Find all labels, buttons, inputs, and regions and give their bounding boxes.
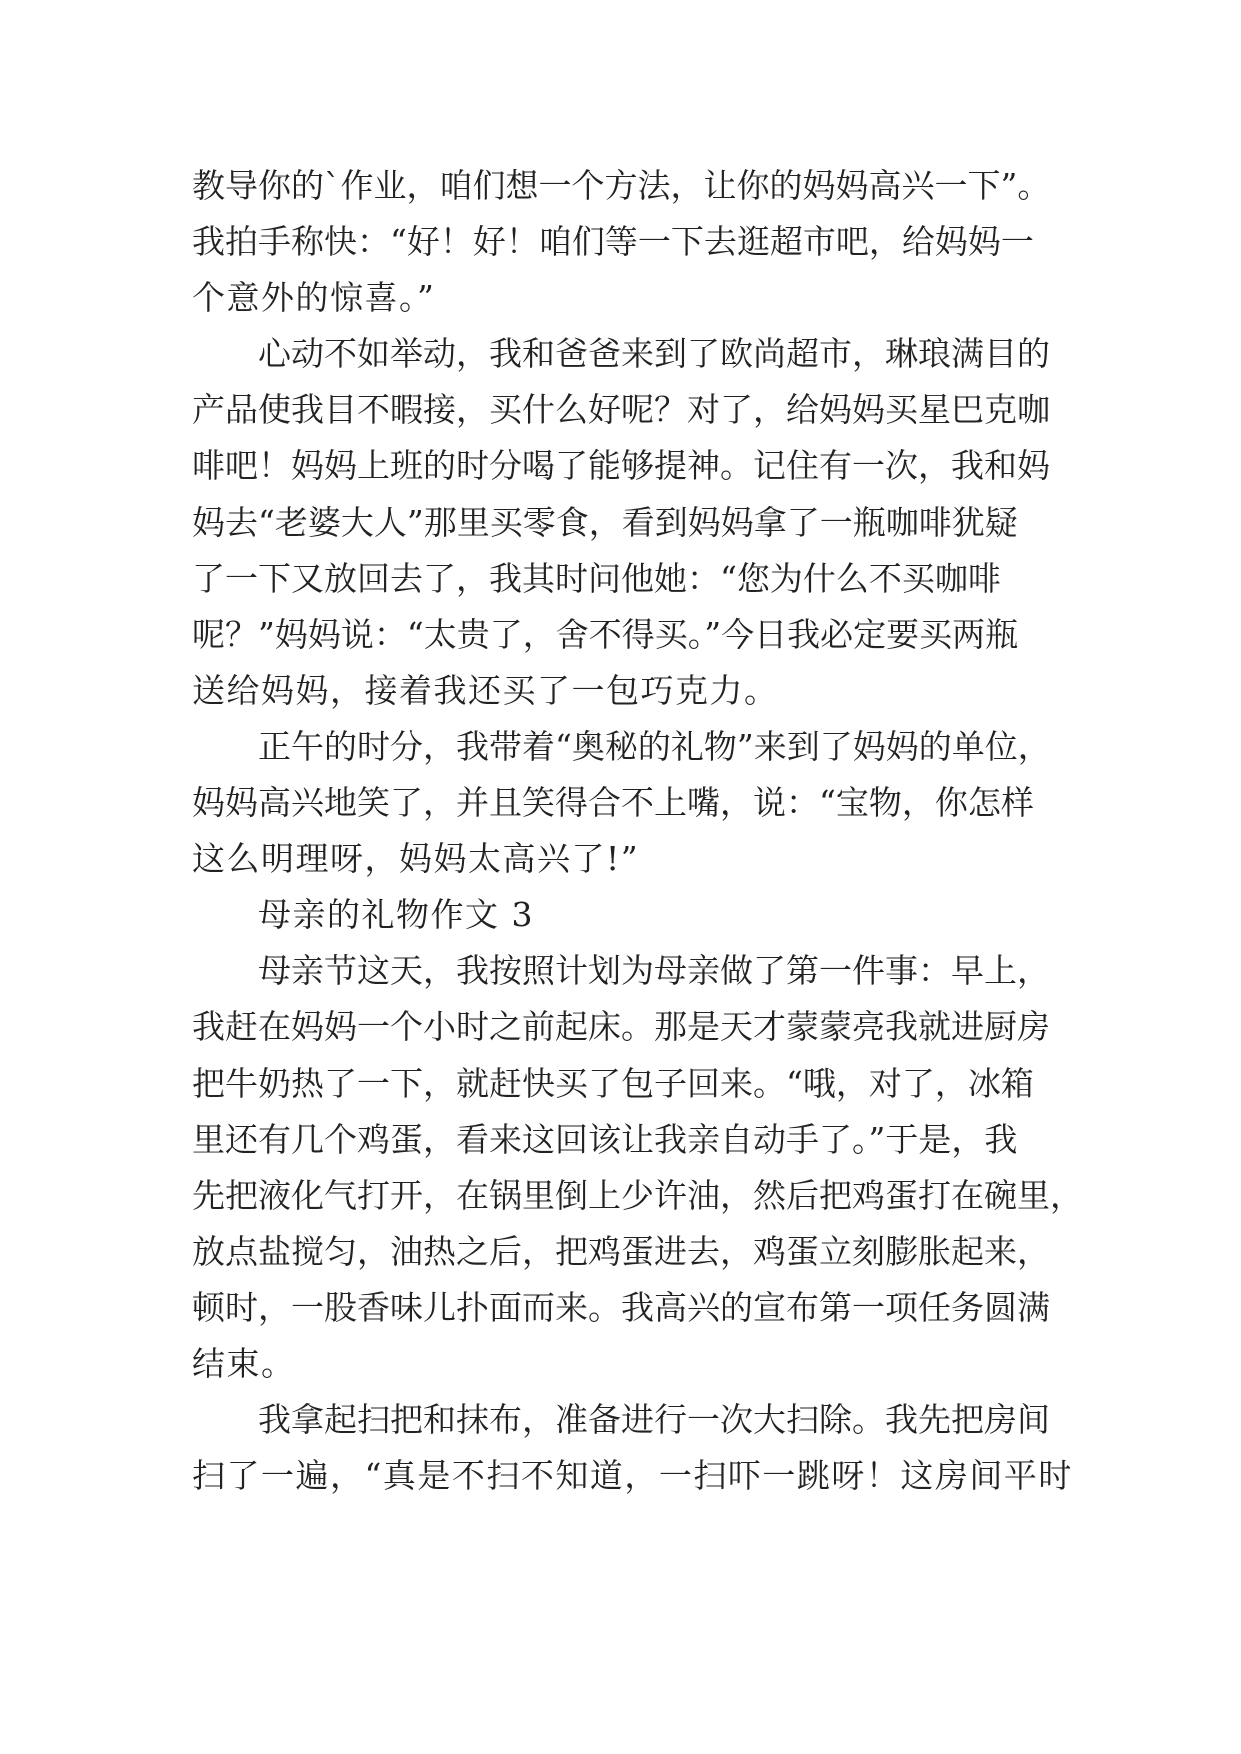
text-line: 正午的时分，我带着“奥秘的礼物”来到了妈妈的单位， (258, 726, 1051, 766)
text-line: 我拿起扫把和抹布，准备进行一次大扫除。我先把房间 (258, 1400, 1050, 1440)
text-line: 心动不如举动，我和爸爸来到了欧尚超市，琳琅满目的 (258, 334, 1050, 374)
text-line: 母亲节这天，我按照计划为母亲做了第一件事：早上， (258, 951, 1050, 991)
text-line: 我拍手称快：“好！好！咱们等一下去逛超市吧，给妈妈一 (192, 222, 1034, 262)
text-line: 先把液化气打开，在锅里倒上少许油，然后把鸡蛋打在碗里， (192, 1175, 1083, 1215)
text-line: 顿时，一股香味儿扑面而来。我高兴的宣布第一项任务圆满 (192, 1287, 1050, 1327)
text-line: 里还有几个鸡蛋，看来这回该让我亲自动手了。”于是，我 (192, 1119, 1018, 1159)
text-line: 送给妈妈，接着我还买了一包巧克力。 (192, 670, 779, 710)
text-line: 结束。 (192, 1343, 296, 1383)
text-line: 把牛奶热了一下，就赶快买了包子回来。“哦，对了，冰箱 (192, 1063, 1034, 1103)
text-line: 妈妈高兴地笑了，并且笑得合不上嘴，说：“宝物，你怎样 (192, 783, 1034, 823)
text-line: 母亲的礼物作文 3 (258, 895, 534, 935)
text-line: 教导你的`作业，咱们想一个方法，让你的妈妈高兴一下”。 (192, 166, 1051, 205)
text-line: 啡吧！妈妈上班的时分喝了能够提神。记住有一次，我和妈 (192, 446, 1050, 486)
text-line: 个意外的惊喜。” (192, 278, 436, 318)
text-line: 放点盐搅匀，油热之后，把鸡蛋进去，鸡蛋立刻膨胀起来， (192, 1231, 1050, 1271)
text-line: 扫了一遍，“真是不扫不知道，一扫吓一跳呀！这房间平时 (192, 1456, 1073, 1496)
body-text (192, 158, 1083, 1504)
text-line: 产品使我目不暇接，买什么好呢？对了，给妈妈买星巴克咖 (192, 390, 1050, 430)
text-line: 我赶在妈妈一个小时之前起床。那是天才蒙蒙亮我就进厨房 (192, 1007, 1050, 1047)
text-line: 了一下又放回去了，我其时问他她：“您为什么不买咖啡 (192, 558, 1001, 598)
text-line: 妈去“老婆大人”那里买零食，看到妈妈拿了一瓶咖啡犹疑 (192, 502, 1018, 542)
text-line: 这么明理呀，妈妈太高兴了!” (192, 839, 640, 879)
text-line: 呢？”妈妈说：“太贵了，舍不得买。”今日我必定要买两瓶 (192, 614, 1019, 654)
